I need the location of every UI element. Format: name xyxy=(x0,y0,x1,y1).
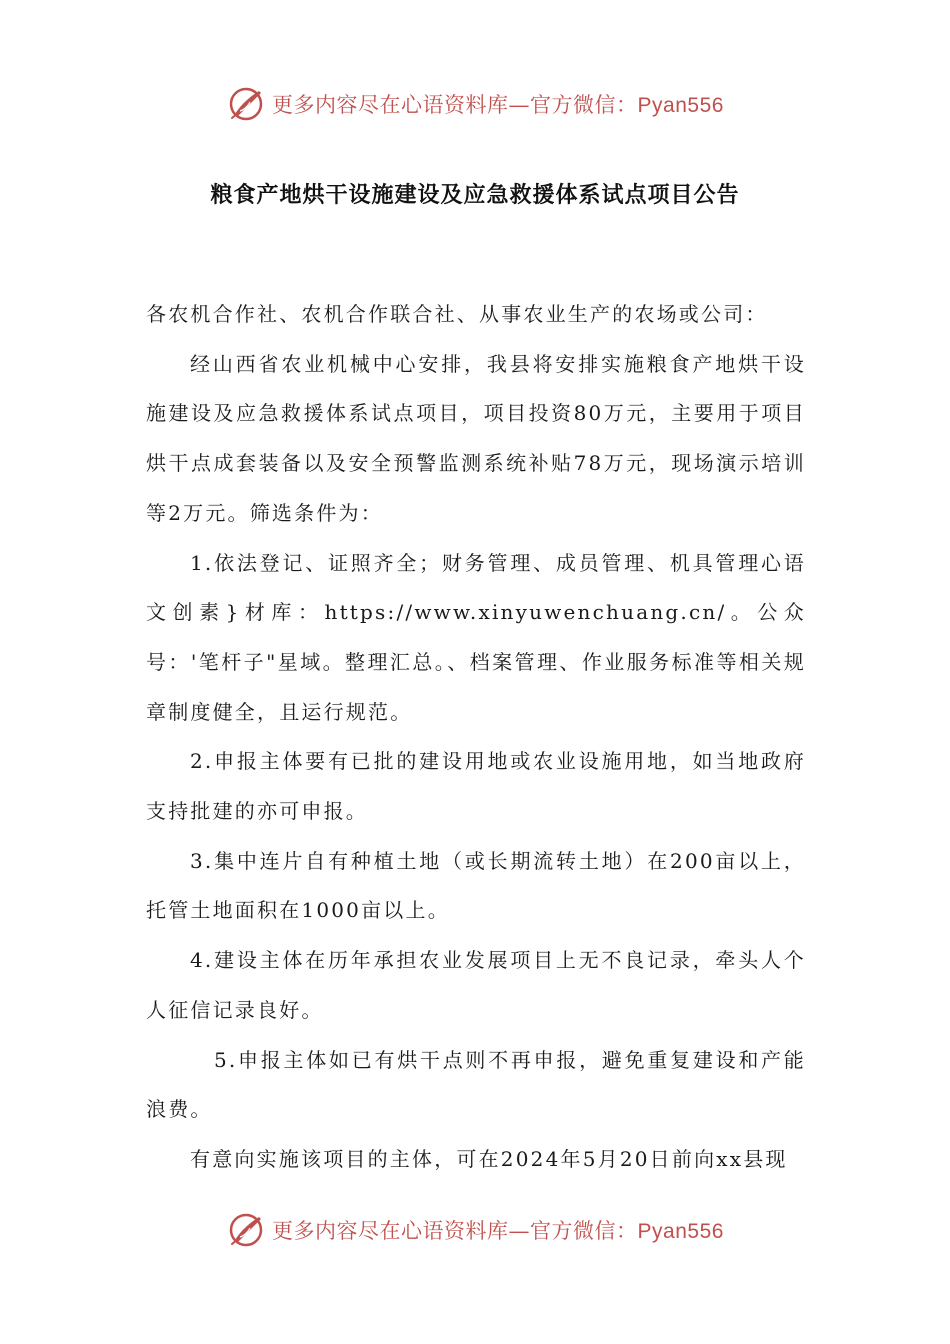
watermark-footer xyxy=(0,1208,950,1252)
watermark-header xyxy=(0,82,950,126)
paragraph-item-4: 4.建设主体在历年承担农业发展项目上无不良记录，牵头人个人征信记录良好。 xyxy=(146,948,806,1022)
document-body xyxy=(146,290,806,1185)
watermark-text: 更多内容尽在心语资料库—官方微信：Pyan556 xyxy=(272,93,724,117)
paragraph-intro: 经山西省农业机械中心安排，我县将安排实施粮食产地烘干设施建设及应急救援体系试点项目，项目投资80万元，主要用于项目烘干点成套装备以及安全预警监测系统补贴78万元，现场演示培训等2万元。筛选条件为： xyxy=(146,351,806,525)
paragraph-item-3: 3.集中连片自有种植土地（或长期流转土地）在200亩以上，托管土地面积在1000亩以上。 xyxy=(146,848,806,923)
paragraph-item-2: 2.申报主体要有已批的建设用地或农业设施用地，如当地政府支持批建的亦可申报。 xyxy=(146,749,806,824)
page-title: 粮食产地烘干设施建设及应急救援体系试点项目公告 xyxy=(210,183,740,208)
paragraph-closing: 有意向实施该项目的主体，可在2024年5月20日前向xx县现 xyxy=(190,1146,788,1171)
watermark-wechat-id: Pyan556 xyxy=(637,1220,724,1243)
pen-logo-icon xyxy=(226,1210,266,1250)
pen-logo-icon xyxy=(226,84,266,124)
paragraph-item-1: 1.依法登记、证照齐全；财务管理、成员管理、机具管理心语文创素}材库：https://www.xinyuwenchuang.cn/。公众号：'笔杆子"星域。整理汇总。、档案管理、作业服务标准等相关规章制度健全，且运行规范。 xyxy=(146,550,806,724)
salutation: 各农机合作社、农机合作联合社、从事农业生产的农场或公司： xyxy=(146,302,768,326)
watermark-wechat-id: Pyan556 xyxy=(637,94,724,117)
paragraph-item-5: 5.申报主体如已有烘干点则不再申报，避免重复建设和产能浪费。 xyxy=(146,1047,806,1122)
watermark-text: 更多内容尽在心语资料库—官方微信：Pyan556 xyxy=(272,1219,724,1243)
